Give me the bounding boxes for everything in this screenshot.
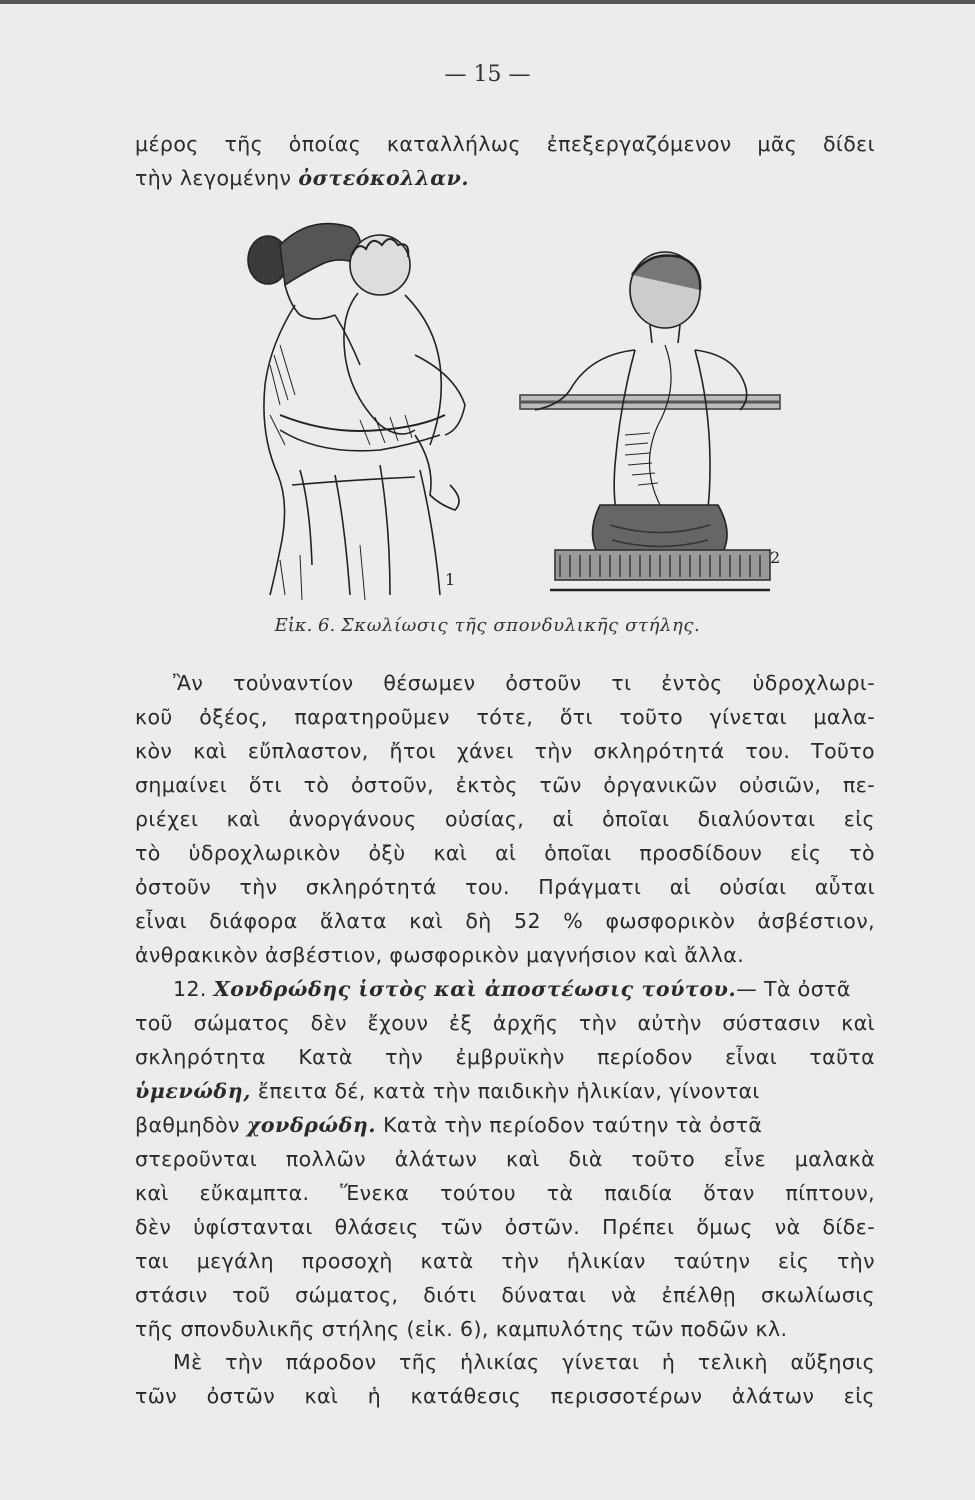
text-line: Μὲ τὴν πάροδον τῆς ἡλικίας γίνεται ἡ τελικὴ αὔξησις bbox=[173, 1350, 875, 1374]
text-line: τῶν ὀστῶν καὶ ἡ κατάθεσις περισσοτέρων ἀλάτων εἰς bbox=[135, 1384, 875, 1408]
intro-paragraph bbox=[135, 127, 875, 195]
text-line: κὸν καὶ εὔπλαστον, ἤτοι χάνει τὴν σκληρότητά του. Τοῦτο bbox=[135, 739, 875, 763]
text-line: σημαίνει ὅτι τὸ ὀστοῦν, ἐκτὸς τῶν ὀργανικῶν οὐσιῶν, πε- bbox=[135, 773, 875, 797]
text-line: ὑμενώδη, ἔπειτα δέ, κατὰ τὴν παιδικὴν ἡλικίαν, γίνονται bbox=[135, 1079, 760, 1103]
text-line: εἶναι διάφορα ἅλατα καὶ δὴ 52 % φωσφορικὸν ἀσβέστιον, bbox=[135, 909, 875, 933]
section-heading-line: 12. Χονδρώδης ἱστὸς καὶ ἀποστέωσις τούτου.— Τὰ ὀστᾶ bbox=[173, 977, 851, 1001]
term-osteokolla: ὀστεόκολλαν. bbox=[298, 166, 470, 190]
text-line: ριέχει καὶ ἀνοργάνους οὐσίας, αἱ ὁποῖαι διαλύονται εἰς bbox=[135, 807, 875, 831]
section-number: 12. bbox=[173, 977, 207, 1001]
text-line: στεροῦνται πολλῶν ἀλάτων καὶ διὰ τοῦτο εἶνε μαλακὰ bbox=[135, 1147, 875, 1171]
figure-label-2: 2 bbox=[770, 548, 781, 567]
caption-prefix: Εἰκ. 6. bbox=[274, 615, 336, 636]
scoliosis-illustration bbox=[240, 205, 800, 615]
mother-holding-child-drawing bbox=[248, 224, 465, 600]
text-line: τοῦ σώματος δὲν ἔχουν ἐξ ἀρχῆς τὴν αὐτὴν σύστασιν καὶ bbox=[135, 1011, 875, 1035]
paragraph-age bbox=[135, 1345, 875, 1413]
text-line: σκληρότητα Κατὰ τὴν ἐμβρυϊκὴν περίοδον εἶναι ταῦτα bbox=[135, 1045, 875, 1069]
text-line: τὸ ὑδροχλωρικὸν ὀξὺ καὶ αἱ ὁποῖαι προσδίδουν εἰς τὸ bbox=[135, 841, 875, 865]
caption-text: Σκωλίωσις τῆς σπονδυλικῆς στήλης. bbox=[340, 615, 701, 636]
seated-boy-back-drawing bbox=[520, 252, 780, 590]
figure-label-1: 1 bbox=[445, 570, 456, 589]
paragraph-hydrochloric bbox=[135, 666, 875, 972]
term-hymenode: ὑμενώδη, bbox=[135, 1079, 251, 1103]
text-line: τῆς σπονδυλικῆς στήλης (εἰκ. 6), καμπυλότης τῶν ποδῶν κλ. bbox=[135, 1317, 788, 1341]
text-line: ἀνθρακικὸν ἀσβέστιον, φωσφορικὸν μαγνήσιον καὶ ἄλλα. bbox=[135, 943, 745, 967]
text-line: τὴν λεγομένην ὀστεόκολλαν. bbox=[135, 166, 470, 190]
text-line: δὲν ὑφίστανται θλάσεις τῶν ὀστῶν. Πρέπει ὅμως νὰ δίδε- bbox=[135, 1215, 875, 1239]
top-border bbox=[0, 0, 975, 4]
text-line: βαθμηδὸν χονδρώδη. Κατὰ τὴν περίοδον ταύτην τὰ ὀστᾶ bbox=[135, 1113, 763, 1137]
figure-caption bbox=[0, 615, 975, 636]
text-line: ὀστοῦν τὴν σκληρότητά του. Πράγματι αἱ οὐσίαι αὗται bbox=[135, 875, 875, 899]
text-line: καὶ εὔκαμπτα. Ἕνεκα τούτου τὰ παιδία ὅταν πίπτουν, bbox=[135, 1181, 875, 1205]
text-line: ται μεγάλη προσοχὴ κατὰ τὴν ἡλικίαν ταύτην εἰς τὴν bbox=[135, 1249, 875, 1273]
text-line: Ἂν τοὐναντίον θέσωμεν ὀστοῦν τι ἐντὸς ὑδροχλωρι- bbox=[173, 671, 875, 695]
page-number: — 15 — bbox=[444, 62, 531, 87]
text-line: κοῦ ὀξέος, παρατηροῦμεν τότε, ὅτι τοῦτο γίνεται μαλα- bbox=[135, 705, 875, 729]
text-line: μέρος τῆς ὁποίας καταλλήλως ἐπεξεργαζόμενον μᾶς δίδει bbox=[135, 132, 875, 156]
section-12 bbox=[135, 972, 875, 1346]
term-chondrode: χονδρώδη. bbox=[246, 1113, 377, 1137]
text-line: στάσιν τοῦ σώματος, διότι δύναται νὰ ἐπέλθῃ σκωλίωσις bbox=[135, 1283, 875, 1307]
section-heading: Χονδρώδης ἱστὸς καὶ ἀποστέωσις τούτου. bbox=[213, 977, 737, 1001]
